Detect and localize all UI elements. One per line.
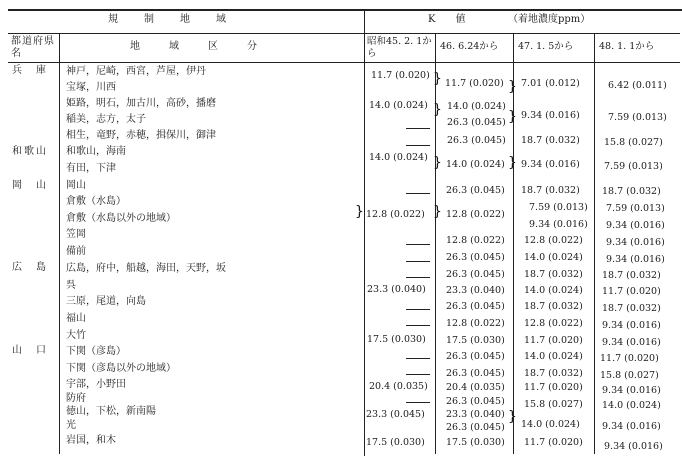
pref-col-header: 都道府県名 bbox=[11, 36, 55, 59]
p2-cell-18: 26.3 (0.045) bbox=[446, 396, 505, 407]
p1-cell-7: 20.4 (0.035) bbox=[369, 381, 428, 392]
area-row-10: 倉敷（水島以外の地域） bbox=[66, 213, 176, 224]
p3-cell-5: 18.7 (0.032) bbox=[521, 185, 580, 196]
p4-cell-15: 11.7 (0.020) bbox=[600, 353, 659, 364]
p3-cell-14: 11.7 (0.020) bbox=[524, 335, 583, 346]
p4-cell-9: 9.34 (0.016) bbox=[606, 254, 665, 265]
period-2-header: 46. 6.24から bbox=[440, 41, 499, 52]
area-row-8: 岡山 bbox=[66, 180, 86, 191]
region-k-rule bbox=[364, 10, 365, 456]
area-row-17: 大竹 bbox=[66, 330, 86, 341]
p1-dash bbox=[406, 128, 430, 129]
p2-cell-4: 26.3 (0.045) bbox=[447, 135, 506, 146]
brace-mark: } bbox=[433, 71, 442, 87]
p1-dash bbox=[406, 309, 430, 310]
area-row-1: 神戸，尼崎，西宮，芦屋，伊丹 bbox=[66, 66, 206, 77]
p4-cell-3: 15.8 (0.027) bbox=[604, 137, 663, 148]
p4-cell-5: 18.7 (0.032) bbox=[602, 186, 661, 197]
p3-cell-15: 14.0 (0.024) bbox=[524, 351, 583, 362]
p2-cell-9: 26.3 (0.045) bbox=[446, 252, 505, 263]
p3-cell-18: 15.8 (0.027) bbox=[524, 399, 583, 410]
brace-mark: } bbox=[433, 204, 442, 220]
p1-cell-5: 23.3 (0.040) bbox=[367, 284, 426, 295]
p1-dash bbox=[406, 244, 430, 245]
p2-cell-21: 17.5 (0.030) bbox=[446, 437, 505, 448]
area-row-15: 三原，尾道，向島 bbox=[66, 296, 146, 307]
p2-cell-14: 17.5 (0.030) bbox=[446, 335, 505, 346]
brace-mark: } bbox=[508, 109, 517, 125]
p2-cell-5: 14.0 (0.024) bbox=[446, 159, 505, 170]
p3-cell-7: 9.34 (0.016) bbox=[529, 219, 588, 230]
p2-cell-17: 20.4 (0.035) bbox=[446, 382, 505, 393]
area-row-16: 福山 bbox=[66, 313, 86, 324]
p3-cell-8: 12.8 (0.022) bbox=[524, 235, 583, 246]
p2-cell-1: 11.7 (0.020) bbox=[445, 78, 504, 89]
p1-dash bbox=[406, 402, 430, 403]
p1-cell-9: 17.5 (0.030) bbox=[366, 437, 425, 448]
p4-cell-7: 9.34 (0.016) bbox=[606, 220, 665, 231]
brace-mark: } bbox=[433, 155, 442, 171]
p2-cell-8: 12.8 (0.022) bbox=[446, 235, 505, 246]
p3-cell-6: 7.59 (0.013) bbox=[529, 202, 588, 213]
p4-cell-16: 15.8 (0.027) bbox=[600, 370, 659, 381]
p2-cell-20: 26.3 (0.045) bbox=[446, 422, 505, 433]
top-rule bbox=[8, 9, 682, 11]
header-mid-rule bbox=[8, 33, 680, 34]
p2-cell-13: 12.8 (0.022) bbox=[446, 318, 505, 329]
area-row-19: 下関（彦島以外の地域） bbox=[66, 363, 176, 374]
p1-cell-8: 23.3 (0.045) bbox=[366, 409, 425, 420]
p3-cell-17: 11.7 (0.020) bbox=[524, 382, 583, 393]
period-4-header: 48. 1. 1から bbox=[599, 41, 655, 52]
p4-cell-12: 18.7 (0.032) bbox=[602, 303, 661, 314]
p4-cell-4: 7.59 (0.013) bbox=[604, 161, 663, 172]
area-row-4: 稲美，志方，太子 bbox=[66, 114, 146, 125]
p2-cell-12: 26.3 (0.045) bbox=[446, 301, 505, 312]
p1-dash bbox=[406, 261, 430, 262]
area-col-header: 地 域 区 分 bbox=[130, 41, 260, 52]
p1-cell-1: 11.7 (0.020) bbox=[371, 70, 430, 81]
pref-hyogo: 兵 庫 bbox=[12, 65, 48, 76]
p3-cell-12: 18.7 (0.032) bbox=[524, 301, 583, 312]
p4-cell-14: 9.34 (0.016) bbox=[602, 337, 661, 348]
p2-cell-7: 12.8 (0.022) bbox=[446, 209, 505, 220]
area-row-24: 岩国，和木 bbox=[66, 435, 116, 446]
area-row-11: 笠岡 bbox=[66, 229, 86, 240]
p4-cell-20: 9.34 (0.016) bbox=[604, 441, 663, 452]
p3-cell-2: 9.34 (0.016) bbox=[521, 110, 580, 121]
region-title: 規 制 地 域 bbox=[108, 14, 228, 25]
p1-dash bbox=[406, 325, 430, 326]
p3-cell-13: 12.8 (0.022) bbox=[524, 318, 583, 329]
p4-cell-17: 9.34 (0.016) bbox=[602, 385, 661, 396]
p3-cell-4: 9.34 (0.016) bbox=[521, 159, 580, 170]
p2-cell-6: 26.3 (0.045) bbox=[446, 185, 505, 196]
brace-mark: } bbox=[433, 102, 442, 118]
p1-cell-3: 14.0 (0.024) bbox=[369, 152, 428, 163]
p3-cell-20: 11.7 (0.020) bbox=[524, 437, 583, 448]
pref-col-rule bbox=[59, 34, 60, 454]
p2-cell-11: 23.3 (0.040) bbox=[446, 285, 505, 296]
p2-cell-16: 26.3 (0.045) bbox=[446, 368, 505, 379]
p3-cell-9: 14.0 (0.024) bbox=[524, 252, 583, 263]
area-row-2: 宝塚，川西 bbox=[66, 82, 116, 93]
p4-cell-11: 11.7 (0.020) bbox=[602, 286, 661, 297]
period-1-header: 昭和45. 2. 1から bbox=[367, 36, 432, 59]
p1-cell-2: 14.0 (0.024) bbox=[369, 100, 428, 111]
p3-cell-1: 7.01 (0.012) bbox=[521, 78, 580, 89]
pref-okayama: 岡 山 bbox=[12, 180, 48, 191]
pref-hiroshima: 広 島 bbox=[12, 262, 48, 273]
period-3-header: 47. 1. 5から bbox=[518, 41, 574, 52]
area-row-3: 姫路，明石，加古川，高砂，播磨 bbox=[66, 98, 216, 109]
p4-cell-13: 9.34 (0.016) bbox=[602, 320, 661, 331]
p1-dash bbox=[406, 358, 430, 359]
p3-cell-11: 14.0 (0.024) bbox=[524, 285, 583, 296]
area-row-12: 備前 bbox=[66, 246, 86, 257]
brace-mark: } bbox=[508, 79, 517, 95]
p4-cell-19: 9.34 (0.016) bbox=[602, 421, 661, 432]
p4-cell-10: 18.7 (0.032) bbox=[602, 270, 661, 281]
area-row-21: 防府 bbox=[66, 393, 86, 404]
p1-dash bbox=[406, 277, 430, 278]
p2-cell-15: 26.3 (0.045) bbox=[446, 351, 505, 362]
p1-dash bbox=[406, 145, 430, 146]
area-row-20: 宇部，小野田 bbox=[66, 379, 126, 390]
header-bottom-rule bbox=[8, 62, 680, 63]
pref-wakayama: 和歌山 bbox=[12, 146, 48, 157]
brace-mark: } bbox=[508, 409, 517, 425]
p1-cell-4: 12.8 (0.022) bbox=[366, 209, 425, 220]
area-row-23: 光 bbox=[66, 420, 76, 431]
k-title: K 値 bbox=[428, 14, 466, 25]
p4-cell-18: 14.0 (0.024) bbox=[602, 400, 661, 411]
period3-rule bbox=[513, 34, 514, 454]
area-row-9: 倉敷（水島） bbox=[66, 196, 126, 207]
p3-cell-19: 14.0 (0.024) bbox=[521, 419, 580, 430]
area-row-14: 呉 bbox=[66, 280, 76, 291]
p2-cell-10: 26.3 (0.045) bbox=[446, 269, 505, 280]
p4-cell-1: 6.42 (0.011) bbox=[608, 80, 667, 91]
p4-cell-6: 7.59 (0.013) bbox=[606, 203, 665, 214]
area-row-6: 和歌山，海南 bbox=[66, 146, 126, 157]
pref-yamaguchi: 山 口 bbox=[12, 345, 48, 356]
area-row-5: 相生，竜野，赤穂，揖保川，御津 bbox=[66, 130, 216, 141]
p4-cell-2: 7.59 (0.013) bbox=[608, 112, 667, 123]
p1-dash bbox=[406, 374, 430, 375]
p3-cell-10: 18.7 (0.032) bbox=[524, 269, 583, 280]
p2-cell-19: 23.3 (0.040) bbox=[446, 409, 505, 420]
p1-dash bbox=[406, 193, 430, 194]
brace-mark: } bbox=[355, 204, 364, 220]
period2-rule bbox=[435, 34, 436, 454]
brace-mark: } bbox=[508, 155, 517, 171]
area-row-13: 広島，府中，船越，海田，天野，坂 bbox=[66, 263, 226, 274]
p3-cell-16: 18.7 (0.032) bbox=[524, 368, 583, 379]
p4-cell-8: 9.34 (0.016) bbox=[606, 237, 665, 248]
area-row-18: 下関（彦島） bbox=[66, 346, 126, 357]
p1-cell-6: 17.5 (0.030) bbox=[367, 334, 426, 345]
p2-cell-3: 26.3 (0.045) bbox=[447, 117, 506, 128]
k-unit: （着地濃度ppm） bbox=[508, 14, 591, 25]
area-row-7: 有田，下津 bbox=[66, 163, 116, 174]
period4-rule bbox=[594, 34, 595, 454]
p2-cell-2: 14.0 (0.024) bbox=[447, 101, 506, 112]
p3-cell-3: 18.7 (0.032) bbox=[521, 135, 580, 146]
area-row-22: 徳山，下松，新南陽 bbox=[66, 406, 156, 417]
